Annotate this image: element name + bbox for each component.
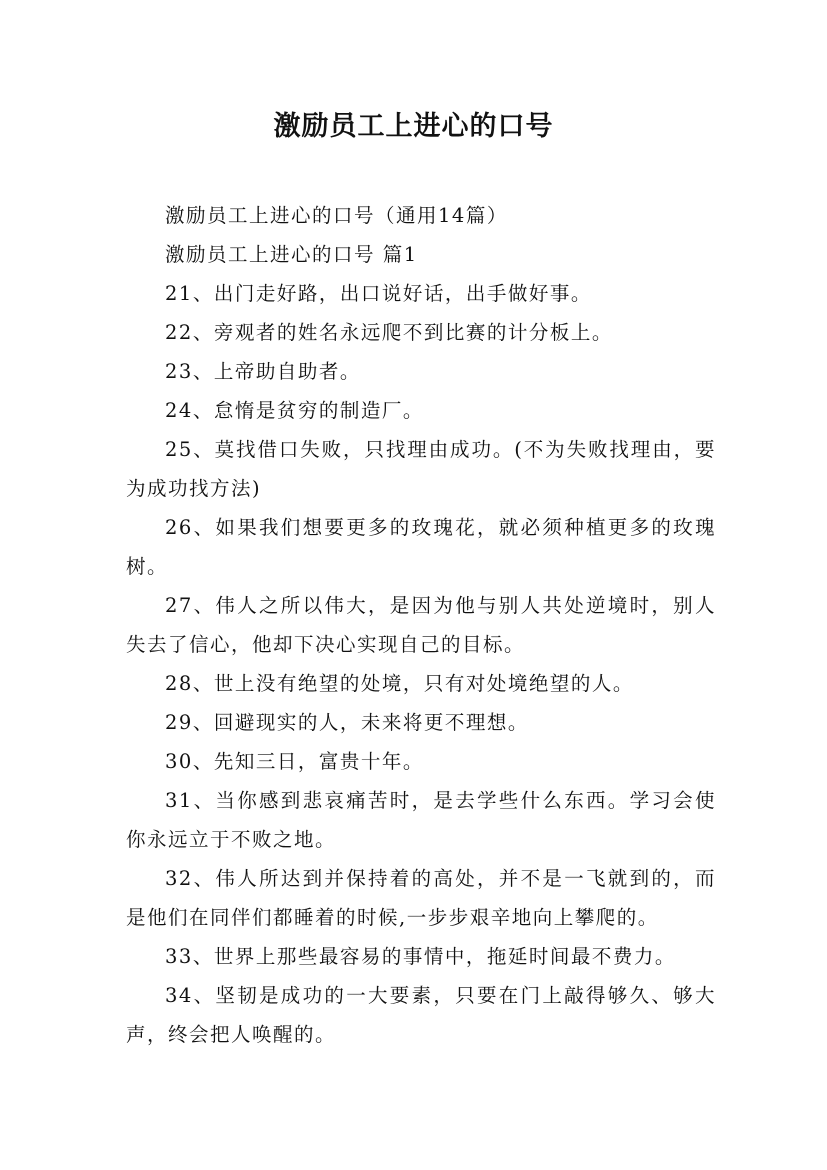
document-body <box>126 196 716 1054</box>
paragraph: 32、伟人所达到并保持着的高处，并不是一飞就到的，而是他们在同伴们都睡着的时候,一步步艰辛地向上攀爬的。 <box>126 867 716 929</box>
paragraph: 24、怠惰是贫穷的制造厂。 <box>165 399 424 422</box>
document-title: 激励员工上进心的口号 <box>273 111 554 142</box>
paragraph: 26、如果我们想要更多的玫瑰花，就必须种植更多的玫瑰树。 <box>126 516 716 578</box>
paragraph: 21、出门走好路，出口说好话，出手做好事。 <box>165 282 592 305</box>
paragraph: 23、上帝助自助者。 <box>165 360 361 383</box>
paragraph: 29、回避现实的人，未来将更不理想。 <box>165 711 529 734</box>
paragraph: 31、当你感到悲哀痛苦时，是去学些什么东西。学习会使你永远立于不败之地。 <box>126 789 716 851</box>
paragraph: 30、先知三日，富贵十年。 <box>165 750 424 773</box>
paragraph: 22、旁观者的姓名永远爬不到比赛的计分板上。 <box>165 321 613 344</box>
paragraph: 28、世上没有绝望的处境，只有对处境绝望的人。 <box>165 672 634 695</box>
paragraph: 34、坚韧是成功的一大要素，只要在门上敲得够久、够大声，终会把人唤醒的。 <box>126 984 716 1046</box>
paragraph: 27、伟人之所以伟大，是因为他与别人共处逆境时，别人失去了信心，他却下决心实现自己的目标。 <box>126 594 716 656</box>
paragraph: 33、世界上那些最容易的事情中，拖延时间最不费力。 <box>165 945 676 968</box>
paragraph: 激励员工上进心的口号（通用14篇） <box>165 204 508 227</box>
paragraph: 25、莫找借口失败，只找理由成功。(不为失败找理由，要为成功找方法) <box>126 438 716 500</box>
paragraph: 激励员工上进心的口号 篇1 <box>165 243 418 266</box>
